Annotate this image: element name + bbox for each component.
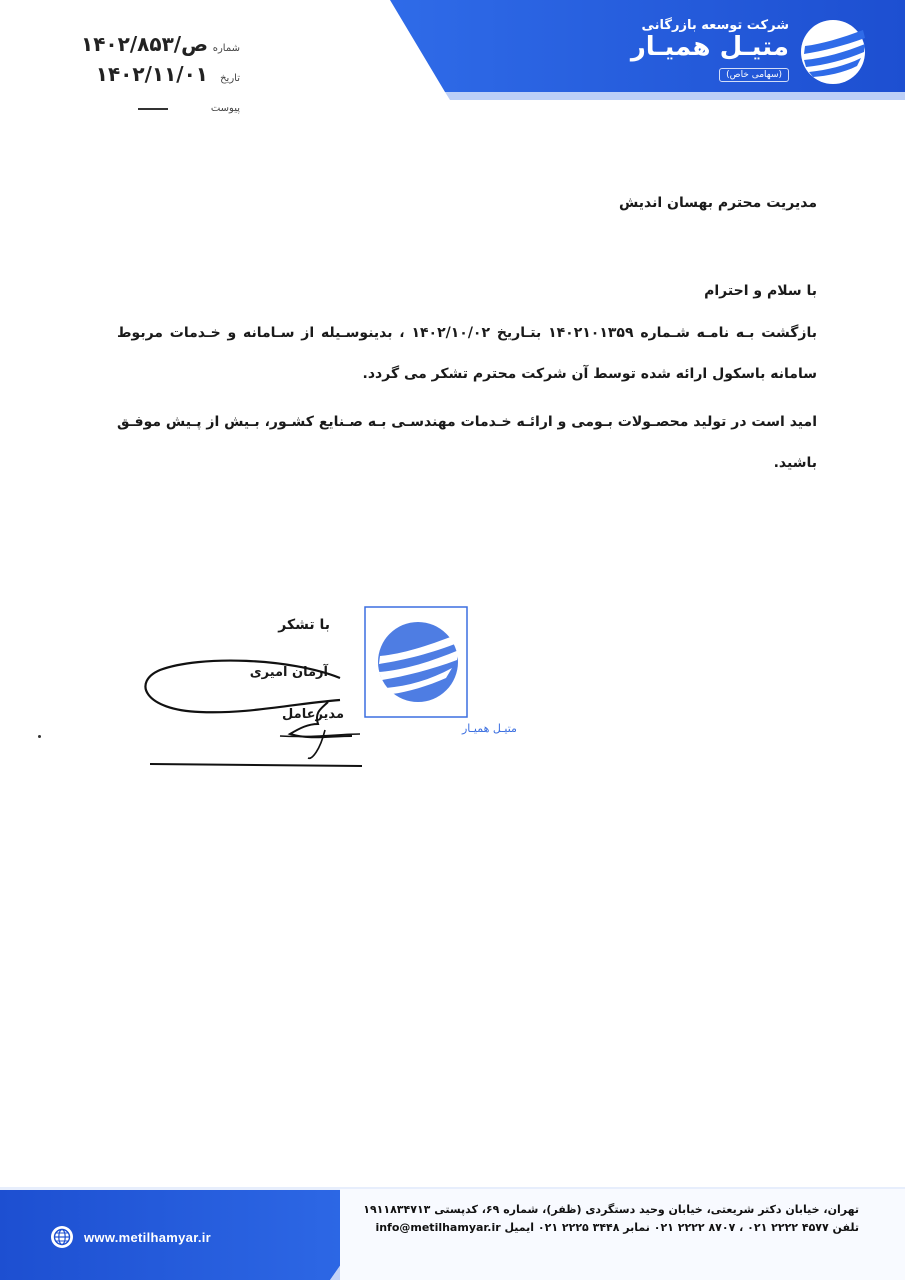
letter-body [117,195,817,483]
website-link[interactable]: www.metilhamyar.ir [84,1229,212,1245]
globe-stripes-logo-icon [797,16,869,88]
signature-block [140,600,517,780]
closing: با تشکر [278,617,330,633]
paragraph-2: امید است در تولید محصـولات بـومی و ارائـه خـدمات مهندسـی بـه صـنایع کشـور، بـیش از پـیش موفـق باشید. [117,414,817,471]
footer [0,1175,905,1280]
attachment-dash [138,108,168,110]
attachment-label: پیوست [210,103,240,114]
company-subtitle: شرکت توسعه بازرگانی [641,18,789,33]
date-label: تاریخ [220,73,240,84]
meta-number-row [70,28,240,58]
company-branding [569,18,789,82]
footer-website[interactable] [50,1225,211,1249]
number-value: ۱۴۰۲/ص/۸۵۳ [81,32,208,56]
greeting: با سلام و احترام [704,283,817,299]
scan-speck [38,735,41,738]
handwritten-signature [140,650,380,780]
meta-date-row [70,58,240,88]
recipient: مدیریت محترم بهسان اندیش [618,195,817,211]
globe-icon [50,1225,74,1249]
company-type-badge: (سهامی خاص) [719,68,789,82]
signer-title: مدیرعامل [282,707,344,722]
letter-meta [70,28,240,118]
contact-line: تلفن ۴۵۷۷ ۲۲۲۲ ۰۲۱ ، ۸۷۰۷ ۲۲۲۲ ۰۲۱ نمابر ۳۴۴۸ ۲۲۲۵ ۰۲۱ ایمیل info@metilhamyar.ir [375,1220,859,1234]
number-label: شماره [212,43,240,54]
paragraph-1: بازگشت بـه نامـه شـماره ۱۴۰۲۱۰۱۳۵۹ بتـاریخ ۱۴۰۲/۱۰/۰۲ ، بدینوسـیله از سـامانه و خـدمات مربوط سامانه باسکول ارائه شده توسط آن شرکت محترم تشکر می گردد. [117,325,818,382]
stamp-text: متیـل همیـار [462,722,517,735]
signer-name: آرمان امیری [249,665,328,680]
footer-address-block [359,1201,859,1236]
meta-attachment-row [70,88,240,118]
date-value: ۱۴۰۲/۱۱/۰۱ [95,62,208,86]
company-name: متیـل همیـار [630,32,789,62]
address-line: تهران، خیابان دکتر شریعتی، خیابان وحید دستگردی (ظفر)، شماره ۶۹، کدپستی ۱۹۱۱۸۳۴۷۱۳ [363,1203,859,1216]
